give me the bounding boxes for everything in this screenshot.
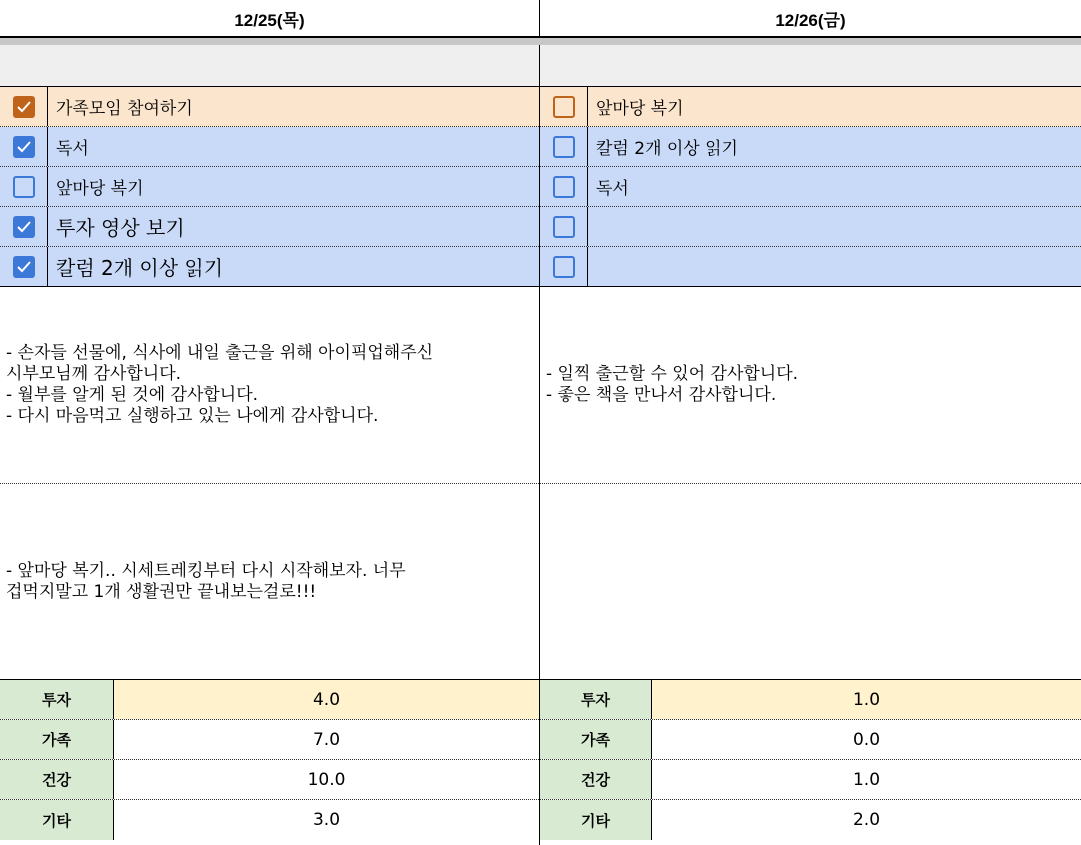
task-row[interactable] — [0, 167, 539, 207]
checkbox-cell[interactable] — [0, 127, 48, 166]
score-label: 가족 — [540, 720, 652, 759]
task-label[interactable]: 가족모임 참여하기 — [56, 99, 193, 119]
task-label[interactable]: 앞마당 복기 — [56, 179, 144, 199]
check-icon — [16, 219, 32, 235]
score-label: 건강 — [540, 760, 652, 799]
check-icon — [16, 99, 32, 115]
score-row — [0, 720, 539, 760]
score-value[interactable]: 0.0 — [852, 729, 881, 750]
checkbox[interactable] — [553, 96, 575, 118]
checkbox-cell[interactable] — [0, 87, 48, 126]
checkbox[interactable] — [13, 256, 35, 278]
score-row — [0, 760, 539, 800]
task-label[interactable]: 투자 영상 보기 — [56, 216, 185, 240]
reflection-note[interactable]: - 앞마당 복기.. 시세트레킹부터 다시 시작해보자. 너무 겁먹지말고 1개 생활권만 끝내보는걸로!!! — [0, 484, 539, 680]
checkbox[interactable] — [13, 176, 35, 198]
checkbox[interactable] — [553, 216, 575, 238]
gratitude-note[interactable]: - 손자들 선물에, 식사에 내일 출근을 위해 아이픽업해주신 시부모님께 감사합니다. - 월부를 알게 된 것에 감사합니다. - 다시 마음먹고 실행하고 있는 나에게 감사합니다. — [0, 287, 539, 484]
check-icon — [16, 139, 32, 155]
task-row[interactable] — [0, 87, 539, 127]
day-column-1 — [0, 45, 540, 845]
checkbox[interactable] — [13, 96, 35, 118]
gratitude-note[interactable]: - 일찍 출근할 수 있어 감사합니다. - 좋은 책을 만나서 감사합니다. — [540, 287, 1081, 484]
checkbox-cell[interactable] — [540, 247, 588, 286]
score-value[interactable]: 7.0 — [312, 729, 341, 750]
task-row[interactable] — [540, 87, 1081, 127]
task-row[interactable] — [540, 127, 1081, 167]
checkbox[interactable] — [13, 216, 35, 238]
checkbox-cell[interactable] — [540, 207, 588, 246]
score-value[interactable]: 1.0 — [852, 769, 881, 790]
checkbox-cell[interactable] — [0, 207, 48, 246]
score-row — [540, 760, 1081, 800]
checkbox-cell[interactable] — [0, 247, 48, 286]
check-icon — [16, 259, 32, 275]
header-divider — [0, 38, 1081, 45]
checkbox[interactable] — [553, 136, 575, 158]
score-label: 건강 — [0, 760, 114, 799]
task-label[interactable] — [588, 207, 596, 246]
score-label: 투자 — [540, 680, 652, 719]
empty-row[interactable] — [540, 45, 1081, 87]
checkbox[interactable] — [553, 256, 575, 278]
checkbox-cell[interactable] — [0, 167, 48, 206]
score-row — [0, 680, 539, 720]
task-row[interactable] — [0, 247, 539, 287]
task-label[interactable]: 칼럼 2개 이상 읽기 — [56, 256, 224, 280]
task-label[interactable]: 독서 — [596, 179, 629, 199]
task-row[interactable] — [0, 127, 539, 167]
task-row[interactable] — [0, 207, 539, 247]
checkbox[interactable] — [13, 136, 35, 158]
checkbox[interactable] — [553, 176, 575, 198]
day-header-1[interactable]: 12/25(목) — [0, 0, 540, 38]
score-table — [0, 680, 539, 840]
task-label[interactable]: 앞마당 복기 — [596, 99, 684, 119]
score-value[interactable]: 1.0 — [652, 680, 1081, 719]
task-label[interactable]: 독서 — [56, 139, 89, 159]
reflection-note[interactable] — [540, 484, 1081, 680]
score-value[interactable]: 10.0 — [307, 769, 346, 790]
score-value[interactable]: 4.0 — [114, 680, 539, 719]
day-column-2 — [540, 45, 1081, 845]
score-label: 기타 — [540, 800, 652, 840]
score-value[interactable]: 2.0 — [852, 810, 881, 830]
score-label: 가족 — [0, 720, 114, 759]
day-header-2[interactable]: 12/26(금) — [540, 0, 1081, 38]
checkbox-cell[interactable] — [540, 87, 588, 126]
task-row[interactable] — [540, 167, 1081, 207]
checkbox-cell[interactable] — [540, 127, 588, 166]
score-value[interactable]: 3.0 — [312, 810, 341, 830]
score-label: 투자 — [0, 680, 114, 719]
task-label[interactable] — [588, 247, 596, 286]
checkbox-cell[interactable] — [540, 167, 588, 206]
score-row — [540, 720, 1081, 760]
score-row — [540, 680, 1081, 720]
score-table — [540, 680, 1081, 840]
task-row[interactable] — [540, 207, 1081, 247]
task-row[interactable] — [540, 247, 1081, 287]
score-row — [540, 800, 1081, 840]
empty-row[interactable] — [0, 45, 539, 87]
task-label[interactable]: 칼럼 2개 이상 읽기 — [596, 139, 738, 159]
score-row — [0, 800, 539, 840]
score-label: 기타 — [0, 800, 114, 840]
